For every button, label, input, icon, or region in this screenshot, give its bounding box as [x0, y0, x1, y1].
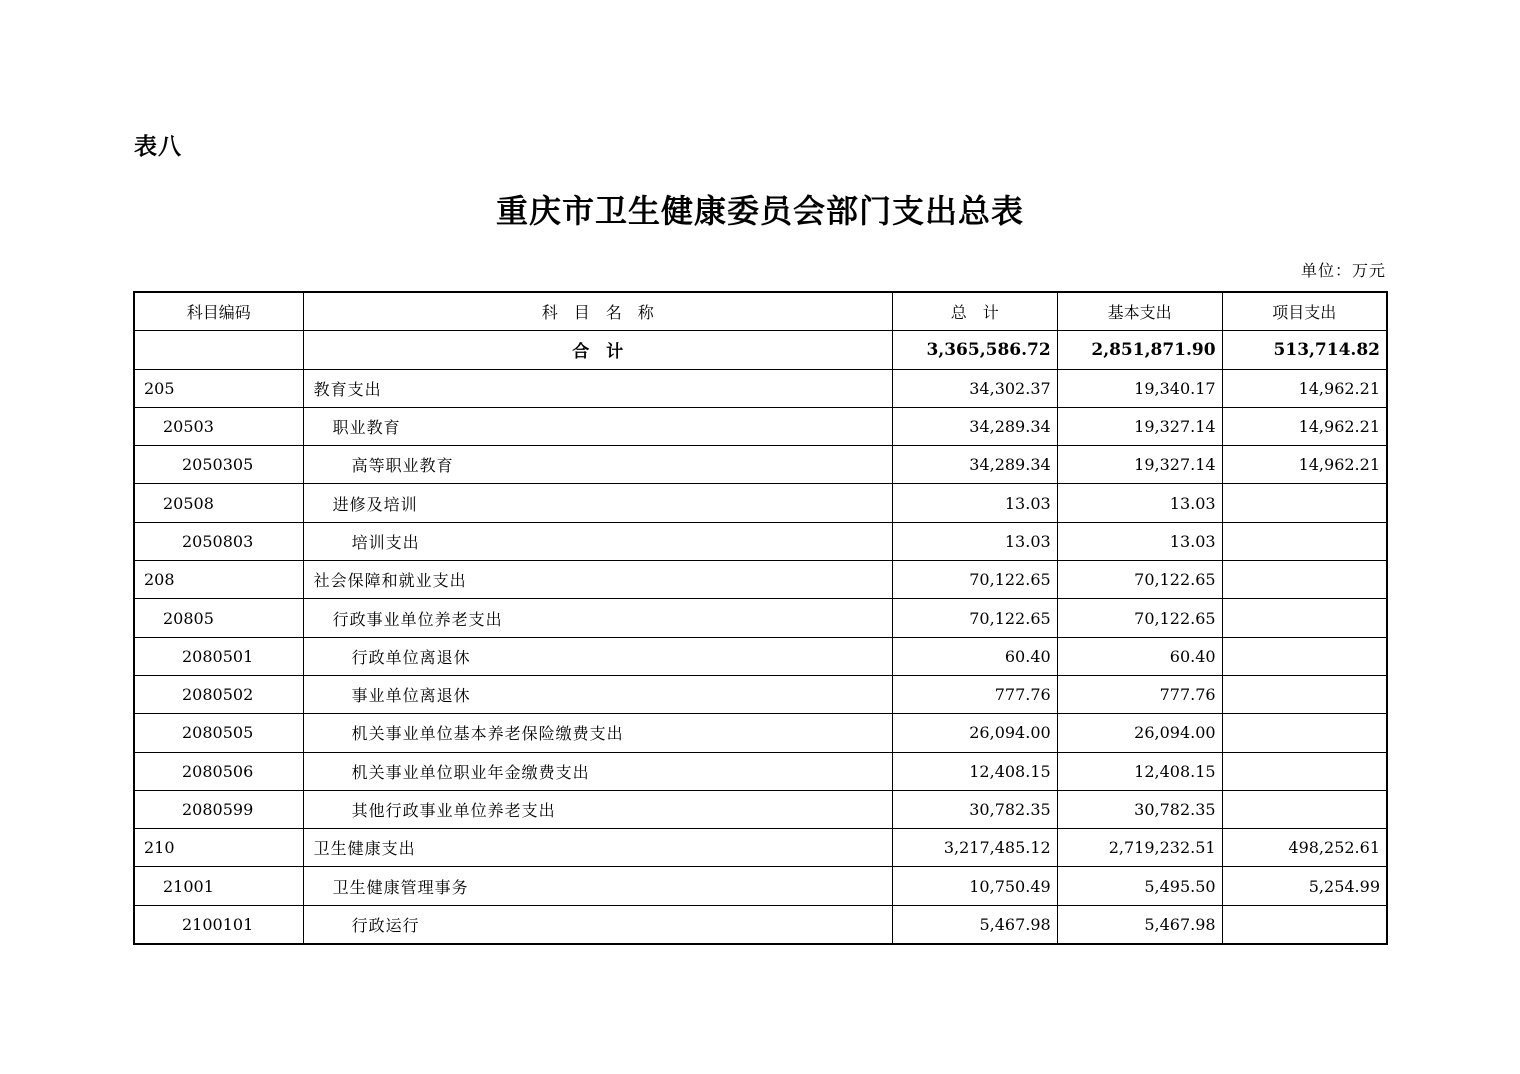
row-basic: 13.03	[1057, 484, 1222, 522]
row-name: 社会保障和就业支出	[303, 561, 892, 599]
row-total: 13.03	[892, 522, 1057, 560]
row-code: 2050803	[134, 522, 303, 560]
row-project	[1222, 599, 1387, 637]
row-project	[1222, 637, 1387, 675]
row-code: 20508	[134, 484, 303, 522]
table-row	[134, 675, 1387, 713]
header-name: 科 目 名 称	[303, 292, 892, 331]
row-code: 2050305	[134, 446, 303, 484]
table-row	[134, 369, 1387, 407]
table-row	[134, 599, 1387, 637]
row-total: 26,094.00	[892, 714, 1057, 752]
row-basic: 5,495.50	[1057, 867, 1222, 905]
table-row	[134, 484, 1387, 522]
row-name: 其他行政事业单位养老支出	[303, 790, 892, 828]
row-basic: 2,719,232.51	[1057, 829, 1222, 867]
row-total: 13.03	[892, 484, 1057, 522]
row-project	[1222, 905, 1387, 944]
header-code: 科目编码	[134, 292, 303, 331]
row-name: 卫生健康管理事务	[303, 867, 892, 905]
table-label: 表八	[134, 134, 182, 160]
unit-label: 单位：万元	[1300, 261, 1386, 280]
row-code: 2080599	[134, 790, 303, 828]
table-row	[134, 522, 1387, 560]
row-project	[1222, 790, 1387, 828]
row-project	[1222, 675, 1387, 713]
total-total: 3,365,586.72	[892, 331, 1057, 369]
row-project	[1222, 561, 1387, 599]
table-row	[134, 714, 1387, 752]
row-total: 30,782.35	[892, 790, 1057, 828]
total-basic: 2,851,871.90	[1057, 331, 1222, 369]
row-basic: 70,122.65	[1057, 561, 1222, 599]
row-project: 498,252.61	[1222, 829, 1387, 867]
row-name: 机关事业单位职业年金缴费支出	[303, 752, 892, 790]
table-row	[134, 905, 1387, 944]
row-code: 208	[134, 561, 303, 599]
header-total: 总 计	[892, 292, 1057, 331]
total-row	[134, 331, 1387, 369]
row-code: 205	[134, 369, 303, 407]
table-row	[134, 561, 1387, 599]
row-project: 14,962.21	[1222, 369, 1387, 407]
row-basic: 777.76	[1057, 675, 1222, 713]
row-code: 2080506	[134, 752, 303, 790]
table-row	[134, 752, 1387, 790]
table-row	[134, 867, 1387, 905]
row-total: 70,122.65	[892, 599, 1057, 637]
row-total: 777.76	[892, 675, 1057, 713]
table-row	[134, 446, 1387, 484]
total-code	[134, 331, 303, 369]
row-total: 34,289.34	[892, 407, 1057, 445]
expenditure-table	[133, 291, 1388, 945]
row-basic: 26,094.00	[1057, 714, 1222, 752]
table-row	[134, 829, 1387, 867]
row-basic: 12,408.15	[1057, 752, 1222, 790]
header-basic: 基本支出	[1057, 292, 1222, 331]
row-name: 职业教育	[303, 407, 892, 445]
row-code: 21001	[134, 867, 303, 905]
row-name: 教育支出	[303, 369, 892, 407]
row-code: 210	[134, 829, 303, 867]
row-basic: 13.03	[1057, 522, 1222, 560]
row-name: 机关事业单位基本养老保险缴费支出	[303, 714, 892, 752]
row-code: 20805	[134, 599, 303, 637]
row-project	[1222, 752, 1387, 790]
row-basic: 19,340.17	[1057, 369, 1222, 407]
header-row	[134, 292, 1387, 331]
row-code: 2080505	[134, 714, 303, 752]
row-total: 10,750.49	[892, 867, 1057, 905]
row-code: 20503	[134, 407, 303, 445]
row-project	[1222, 484, 1387, 522]
table-row	[134, 637, 1387, 675]
row-basic: 70,122.65	[1057, 599, 1222, 637]
row-name: 进修及培训	[303, 484, 892, 522]
row-name: 培训支出	[303, 522, 892, 560]
row-total: 5,467.98	[892, 905, 1057, 944]
row-total: 12,408.15	[892, 752, 1057, 790]
row-total: 34,289.34	[892, 446, 1057, 484]
row-code: 2080502	[134, 675, 303, 713]
row-basic: 60.40	[1057, 637, 1222, 675]
row-project	[1222, 522, 1387, 560]
header-project: 项目支出	[1222, 292, 1387, 331]
table-row	[134, 790, 1387, 828]
row-total: 60.40	[892, 637, 1057, 675]
row-project: 14,962.21	[1222, 446, 1387, 484]
row-name: 高等职业教育	[303, 446, 892, 484]
row-project	[1222, 714, 1387, 752]
table-row	[134, 407, 1387, 445]
row-basic: 19,327.14	[1057, 446, 1222, 484]
row-name: 行政运行	[303, 905, 892, 944]
row-name: 事业单位离退休	[303, 675, 892, 713]
row-name: 卫生健康支出	[303, 829, 892, 867]
total-name: 合 计	[303, 331, 892, 369]
row-name: 行政事业单位养老支出	[303, 599, 892, 637]
row-total: 3,217,485.12	[892, 829, 1057, 867]
row-basic: 30,782.35	[1057, 790, 1222, 828]
row-code: 2100101	[134, 905, 303, 944]
row-code: 2080501	[134, 637, 303, 675]
total-project: 513,714.82	[1222, 331, 1387, 369]
row-basic: 5,467.98	[1057, 905, 1222, 944]
row-project: 14,962.21	[1222, 407, 1387, 445]
page-title: 重庆市卫生健康委员会部门支出总表	[495, 192, 1024, 230]
row-name: 行政单位离退休	[303, 637, 892, 675]
row-project: 5,254.99	[1222, 867, 1387, 905]
row-total: 34,302.37	[892, 369, 1057, 407]
row-basic: 19,327.14	[1057, 407, 1222, 445]
row-total: 70,122.65	[892, 561, 1057, 599]
